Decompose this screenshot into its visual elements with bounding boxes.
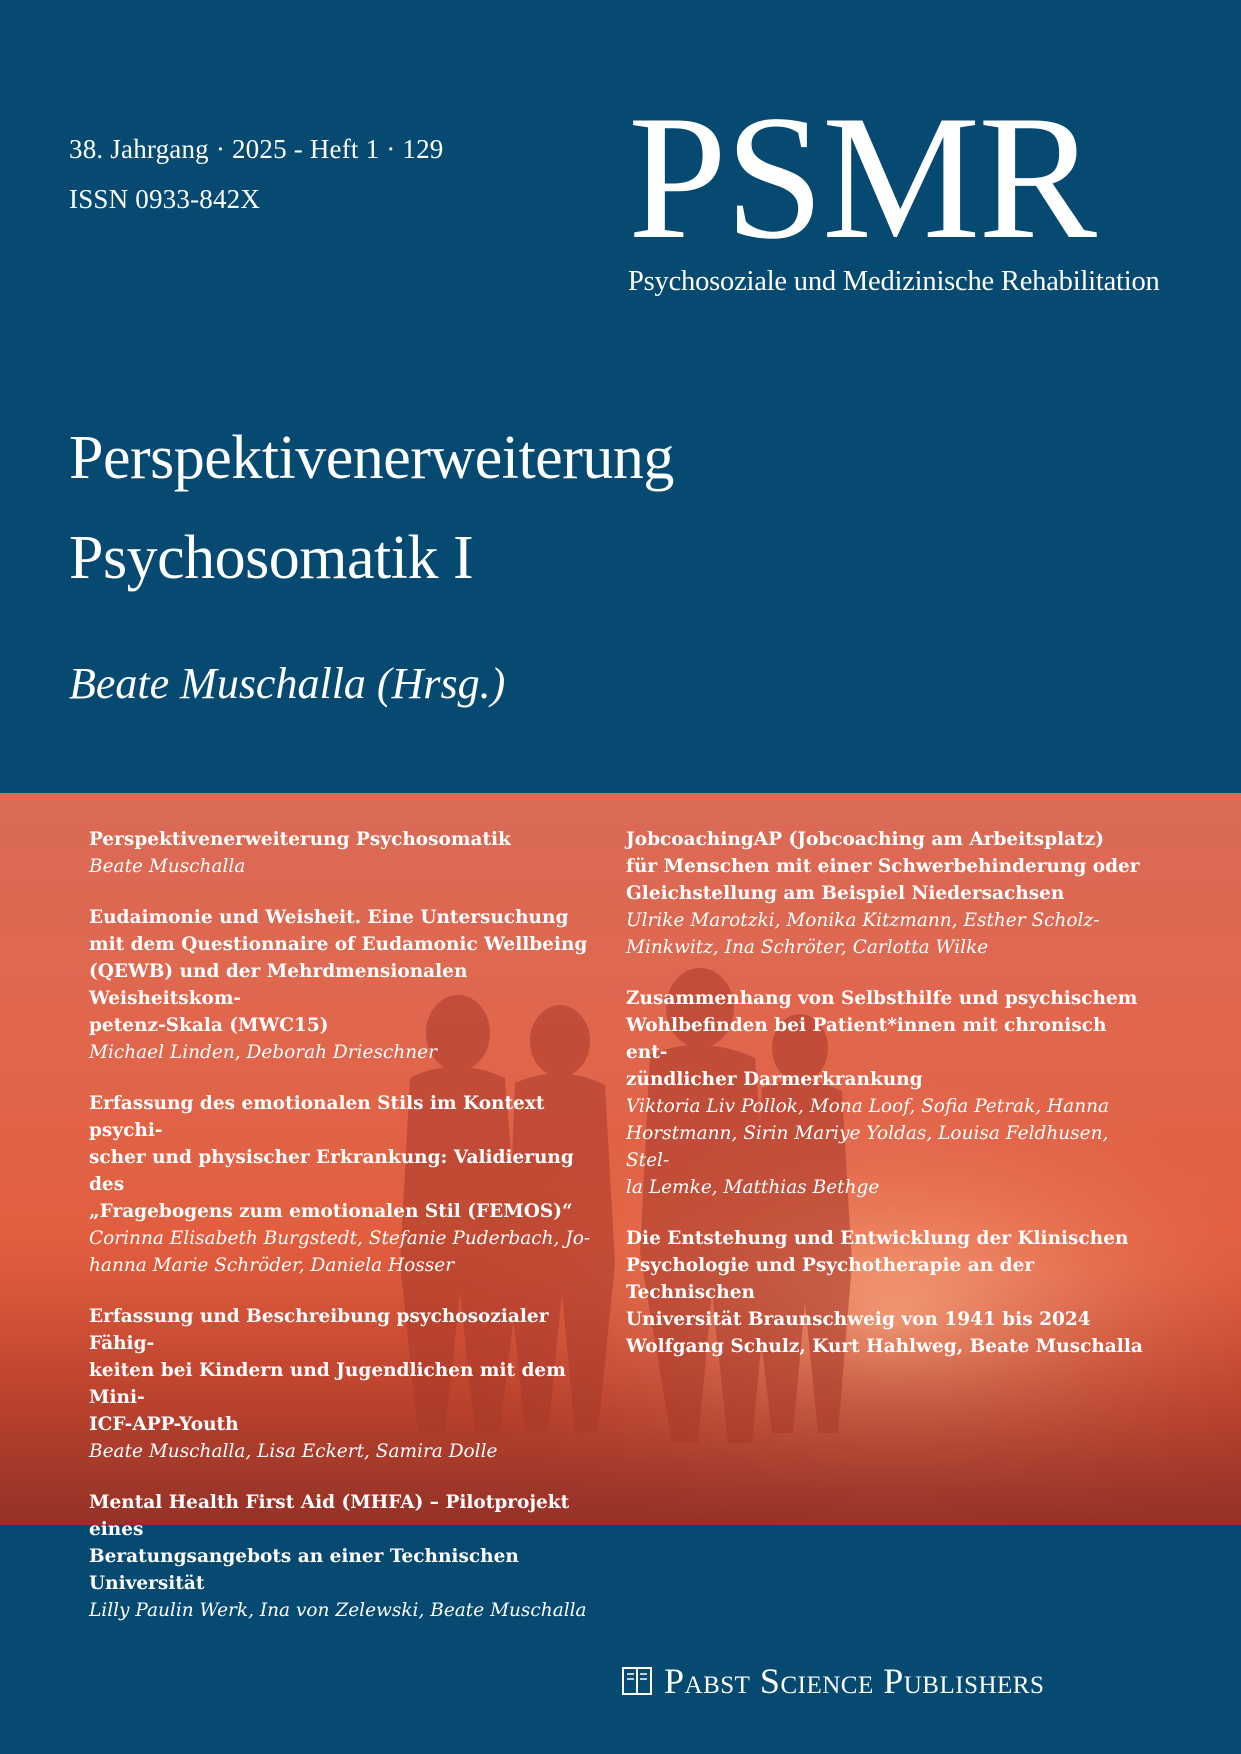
toc-entry[interactable] [626,1225,1146,1360]
book-logo-icon [620,1664,654,1698]
issue-title-line1: Perspektivenerweiterung [69,424,674,492]
toc-left-column [89,826,609,1648]
toc-entry[interactable] [626,826,1146,961]
toc-entry-title: Die Entstehung und Entwicklung der Klinischen Psychologie und Psychotherapie an der Technischen Universität Braunschweig von 1941 bis 2024 [626,1228,1129,1330]
toc-entry-title: Eudaimonie und Weisheit. Eine Untersuchung mit dem Questionnaire of Eudamonic Wellbeing (QEWB) und der Mehrdmensionalen Weisheitskom- petenz-Skala (MWC15) [89,907,588,1036]
toc-entry-title: Erfassung des emotionalen Stils im Kontext psychi- scher und physischer Erkrankung: Validierung des „Fragebogens zum emotionalen Stil (FEMOS)“ [89,1093,574,1222]
issue-info [69,124,443,224]
toc-entry-authors: Ulrike Marotzki, Monika Kitzmann, Esther Scholz- Minkwitz, Ina Schröter, Carlotta Wilke [626,910,1100,958]
publisher-logo [620,1660,1044,1702]
toc-entry[interactable] [89,1489,609,1624]
toc-entry[interactable] [89,1303,609,1465]
toc-entry-title: Perspektivenerweiterung Psychosomatik [89,829,511,850]
toc-entry-title: Erfassung und Beschreibung psychosozialer Fähig- keiten bei Kindern und Jugendlichen mit dem Mini- ICF-APP-Youth [89,1306,566,1435]
toc-entry-title: Mental Health First Aid (MHFA) – Pilotprojekt eines Beratungsangebots an einer Technischen Universität [89,1492,570,1594]
journal-logo [628,78,1168,298]
issue-editor: Beate Muschalla (Hrsg.) [69,659,506,708]
toc-entry[interactable] [89,826,609,880]
publisher-name: Pabst Science Publishers [664,1661,1045,1701]
journal-subtitle: Psychosoziale und Medizinische Rehabilitation [628,266,1160,297]
toc-entry-title: JobcoachingAP (Jobcoaching am Arbeitsplatz) für Menschen mit einer Schwerbehinderung oder Gleichstellung am Beispiel Niedersachsen [626,829,1140,904]
toc-entry-authors: Beate Muschalla, Lisa Eckert, Samira Dolle [89,1441,498,1462]
toc-right-column [626,826,1146,1384]
toc-entry[interactable] [626,985,1146,1201]
toc-entry[interactable] [89,904,609,1066]
toc-entry-title: Zusammenhang von Selbsthilfe und psychischem Wohlbefinden bei Patient*innen mit chronisch ent- zündlicher Darmerkrankung [626,988,1138,1090]
issue-title [69,408,674,608]
issue-title-line2: Psychosomatik I [69,524,474,592]
journal-acronym: PSMR [628,78,1095,276]
toc-entry[interactable] [89,1090,609,1279]
toc-entry-authors: Michael Linden, Deborah Drieschner [89,1042,437,1063]
toc-entry-authors: Beate Muschalla [89,856,246,877]
toc-entry-authors: Viktoria Liv Pollok, Mona Loof, Sofia Petrak, Hanna Horstmann, Sirin Mariye Yoldas, Louisa Feldhusen, Stel- la Lemke, Matthias Bethge [626,1096,1110,1198]
issue-volume-line: 38. Jahrgang · 2025 - Heft 1 · 129 [69,134,444,164]
issn-line: ISSN 0933-842X [69,184,261,214]
toc-entry-authors: Corinna Elisabeth Burgstedt, Stefanie Puderbach, Jo- hanna Marie Schröder, Daniela Hosser [89,1228,591,1276]
toc-entry-authors: Wolfgang Schulz, Kurt Hahlweg, Beate Muschalla [626,1336,1143,1357]
toc-entry-authors: Lilly Paulin Werk, Ina von Zelewski, Beate Muschalla [89,1600,587,1621]
